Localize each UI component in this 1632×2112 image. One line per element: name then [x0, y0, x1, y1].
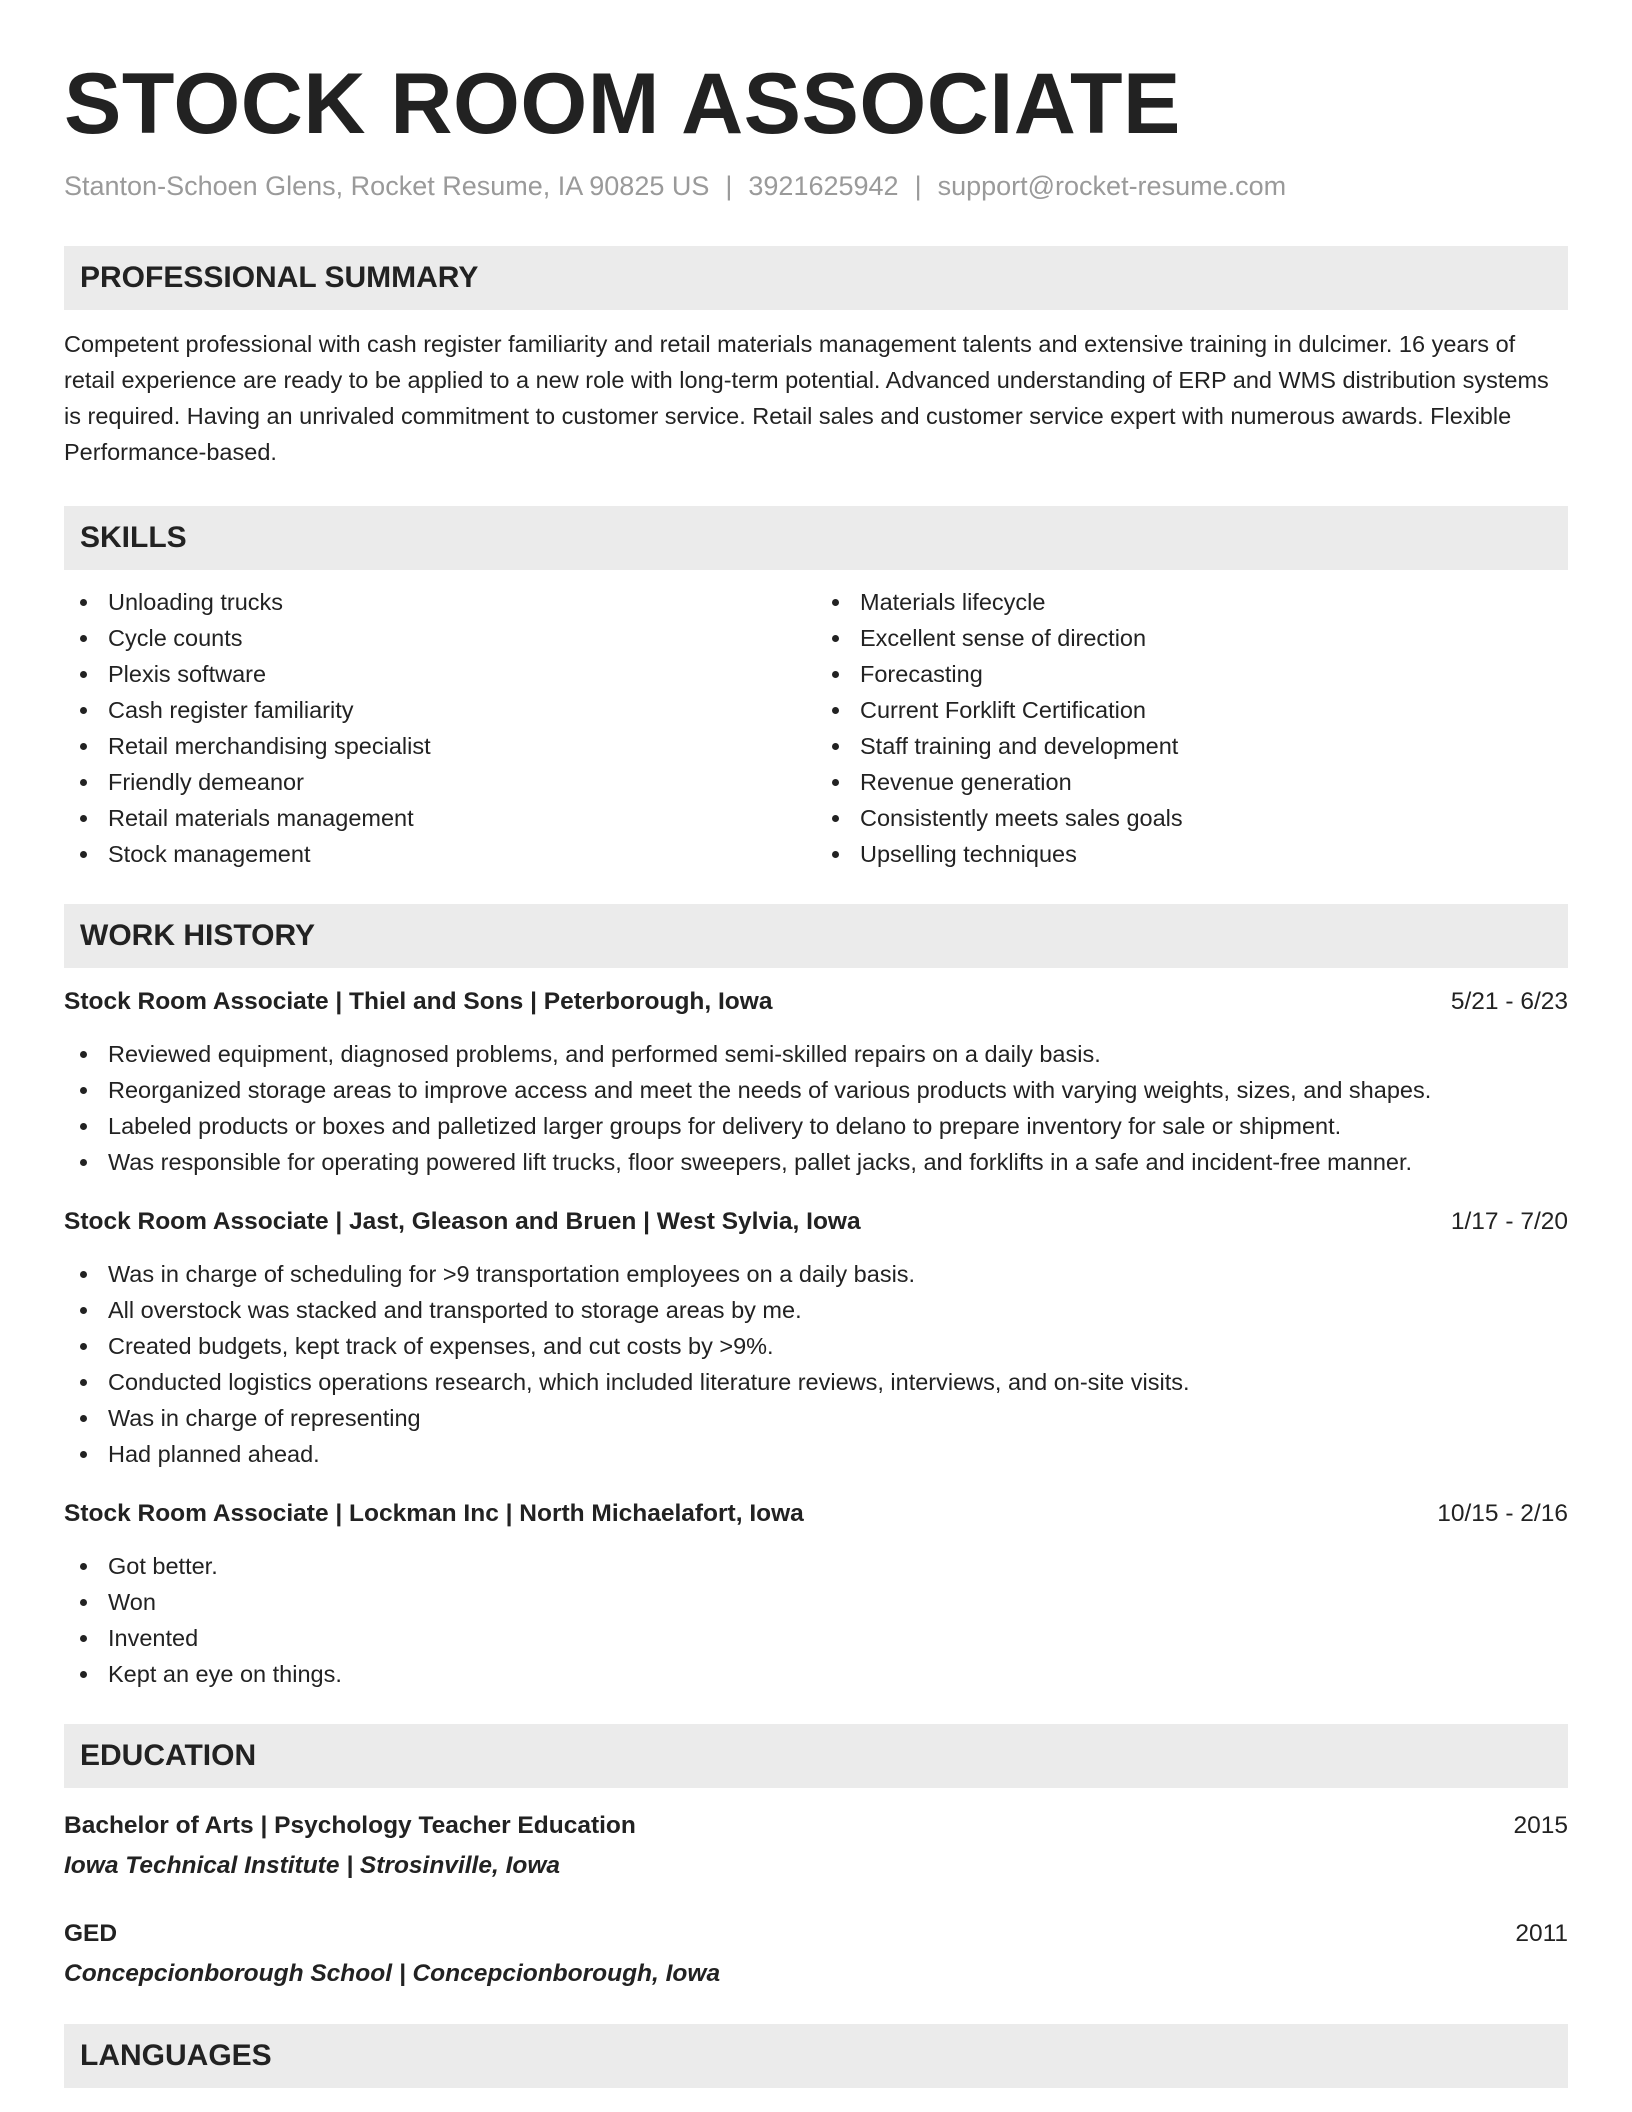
section-header-summary: PROFESSIONAL SUMMARY	[64, 246, 1568, 310]
job-title: Stock Room Associate | Jast, Gleason and Bruen | West Sylvia, Iowa	[64, 1208, 861, 1235]
job-bullet: Labeled products or boxes and palletized larger groups for delivery to delano to prepare inventory for sale or shipment.	[64, 1108, 1568, 1144]
skill-item: Revenue generation	[816, 764, 1568, 800]
skill-item: Staff training and development	[816, 728, 1568, 764]
skill-item: Retail materials management	[64, 800, 816, 836]
education-school: Concepcionborough School | Concepcionborough, Iowa	[64, 1960, 721, 1987]
skill-item: Materials lifecycle	[816, 584, 1568, 620]
job-bullet: Reorganized storage areas to improve access and meet the needs of various products with varying weights, sizes, and shapes.	[64, 1072, 1568, 1108]
skill-item: Cash register familiarity	[64, 692, 816, 728]
job-bullet: Invented	[64, 1620, 1568, 1656]
section-header-languages: LANGUAGES	[64, 2024, 1568, 2088]
skill-item: Upselling techniques	[816, 836, 1568, 872]
skill-item: Retail merchandising specialist	[64, 728, 816, 764]
skill-item: Forecasting	[816, 656, 1568, 692]
job-bullet: Kept an eye on things.	[64, 1656, 1568, 1692]
job-bullet: All overstock was stacked and transported to storage areas by me.	[64, 1292, 1568, 1328]
job-title: Stock Room Associate | Thiel and Sons | Peterborough, Iowa	[64, 988, 773, 1015]
job-bullets	[64, 1256, 1568, 1472]
education-entry	[64, 1808, 1568, 1884]
job-bullet: Was responsible for operating powered lift trucks, floor sweepers, pallet jacks, and forklifts in a safe and incident-free manner.	[64, 1144, 1568, 1180]
job-bullet: Conducted logistics operations research, which included literature reviews, interviews, and on-site visits.	[64, 1364, 1568, 1400]
job-bullets	[64, 1036, 1568, 1180]
education-degree: Bachelor of Arts | Psychology Teacher Education	[64, 1812, 636, 1839]
job-entry	[64, 1204, 1568, 1472]
skills-column-left	[64, 584, 816, 872]
skill-item: Plexis software	[64, 656, 816, 692]
job-entry	[64, 1496, 1568, 1692]
section-header-skills: SKILLS	[64, 506, 1568, 570]
contact-separator: |	[914, 171, 922, 201]
education-year: 2015	[1513, 1812, 1568, 1839]
skills-column-right	[816, 584, 1568, 872]
contact-separator: |	[725, 171, 733, 201]
education-degree: GED	[64, 1920, 118, 1947]
skill-item: Unloading trucks	[64, 584, 816, 620]
job-header	[64, 984, 1568, 1020]
job-header	[64, 1496, 1568, 1532]
job-bullet: Got better.	[64, 1548, 1568, 1584]
skill-item: Current Forklift Certification	[816, 692, 1568, 728]
skill-item: Stock management	[64, 836, 816, 872]
contact-email[interactable]: support@rocket-resume.com	[937, 171, 1287, 201]
job-bullet: Created budgets, kept track of expenses, and cut costs by >9%.	[64, 1328, 1568, 1364]
contact-phone: 3921625942	[748, 171, 899, 201]
contact-address: Stanton-Schoen Glens, Rocket Resume, IA 90825 US	[64, 171, 710, 201]
skill-item: Friendly demeanor	[64, 764, 816, 800]
job-dates: 1/17 - 7/20	[1450, 1208, 1568, 1235]
skills-list	[64, 584, 1568, 872]
job-dates: 5/21 - 6/23	[1450, 988, 1568, 1015]
job-bullet: Was in charge of scheduling for >9 transportation employees on a daily basis.	[64, 1256, 1568, 1292]
education-header	[64, 1916, 1568, 1952]
education-header	[64, 1808, 1568, 1844]
job-bullet: Had planned ahead.	[64, 1436, 1568, 1472]
skill-item: Cycle counts	[64, 620, 816, 656]
candidate-name: STOCK ROOM ASSOCIATE	[64, 56, 1181, 152]
section-header-work-history: WORK HISTORY	[64, 904, 1568, 968]
skill-item: Consistently meets sales goals	[816, 800, 1568, 836]
education-school: Iowa Technical Institute | Strosinville, Iowa	[64, 1852, 561, 1879]
job-title: Stock Room Associate | Lockman Inc | North Michaelafort, Iowa	[64, 1500, 804, 1527]
job-entry	[64, 984, 1568, 1180]
job-bullet: Reviewed equipment, diagnosed problems, and performed semi-skilled repairs on a daily basis.	[64, 1036, 1568, 1072]
job-bullets	[64, 1548, 1568, 1692]
job-header	[64, 1204, 1568, 1240]
job-bullet: Was in charge of representing	[64, 1400, 1568, 1436]
summary-text: Competent professional with cash register familiarity and retail materials management talents and extensive training in dulcimer. 16 years of retail experience are ready to be applied to a new role with long-term potential. Advanced understanding of ERP and WMS distribution systems is required. Having an unrivaled commitment to customer service. Retail sales and customer service expert with numerous awards. Flexible Performance-based.	[64, 331, 1549, 465]
section-header-education: EDUCATION	[64, 1724, 1568, 1788]
job-bullet: Won	[64, 1584, 1568, 1620]
job-dates: 10/15 - 2/16	[1437, 1500, 1568, 1527]
education-year: 2011	[1515, 1920, 1568, 1947]
contact-line	[64, 166, 1568, 206]
skill-item: Excellent sense of direction	[816, 620, 1568, 656]
education-entry	[64, 1916, 1568, 1992]
